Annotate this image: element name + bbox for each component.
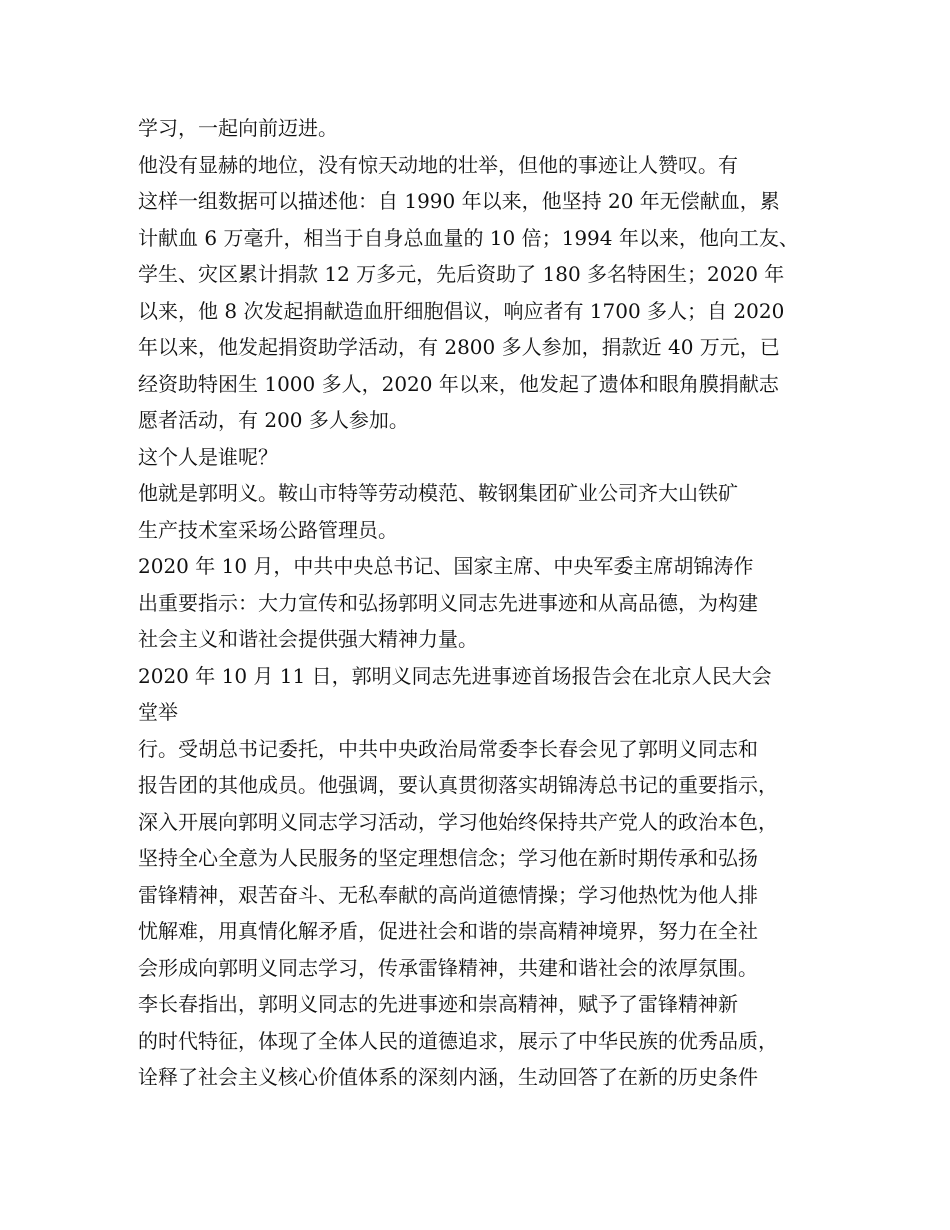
text-line: 2020 年 10 月 11 日，郭明义同志先进事迹首场报告会在北京人民大会 <box>138 663 772 688</box>
text-line: 行。受胡总书记委托，中共中央政治局常委李长春会见了郭明义同志和 <box>138 736 758 761</box>
text-line: 学生、灾区累计捐款 12 万多元，先后资助了 180 多名特困生；2020 年 <box>138 262 785 286</box>
text-line: 的时代特征，体现了全体人民的道德追求，展示了中华民族的优秀品质， <box>138 1028 778 1053</box>
text-line: 学习，一起向前迈进。 <box>138 116 338 140</box>
text-line: 计献血 6 万毫升，相当于自身总血量的 10 倍；1994 年以来，他向工友、 <box>138 225 799 250</box>
text-line: 坚持全心全意为人民服务的坚定理想信念；学习他在新时期传承和弘扬 <box>138 846 758 870</box>
text-line: 经资助特困生 1000 多人，2020 年以来，他发起了遗体和眼角膜捐献志 <box>138 371 779 396</box>
text-line: 雷锋精神，艰苦奋斗、无私奉献的高尚道德情操；学习他热忱为他人排 <box>138 882 758 907</box>
document-body <box>138 110 818 1096</box>
text-line: 社会主义和谐社会提供强大精神力量。 <box>138 627 478 651</box>
text-line: 年以来，他发起捐资助学活动，有 2800 多人参加，捐款近 40 万元，已 <box>138 335 780 359</box>
text-line: 李长春指出，郭明义同志的先进事迹和崇高精神，赋予了雷锋精神新 <box>138 992 738 1016</box>
text-line: 出重要指示：大力宣传和弘扬郭明义同志先进事迹和从高品德，为构建 <box>138 590 758 615</box>
text-line: 深入开展向郭明义同志学习活动，学习他始终保持共产党人的政治本色， <box>138 809 778 834</box>
text-line: 生产技术室采场公路管理员。 <box>138 517 398 542</box>
text-line: 这样一组数据可以描述他：自 1990 年以来，他坚持 20 年无偿献血，累 <box>138 189 780 213</box>
text-line: 忧解难，用真情化解矛盾，促进社会和谐的崇高精神境界，努力在全社 <box>138 919 758 943</box>
text-line: 堂举 <box>138 700 178 724</box>
text-line: 诠释了社会主义核心价值体系的深刻内涵，生动回答了在新的历史条件 <box>138 1065 758 1089</box>
text-line: 这个人是谁呢？ <box>138 444 278 469</box>
text-line: 2020 年 10 月，中共中央总书记、国家主席、中央军委主席胡锦涛作 <box>138 554 754 578</box>
text-line: 愿者活动，有 200 多人参加。 <box>138 408 409 432</box>
text-line: 他就是郭明义。鞍山市特等劳动模范、鞍钢集团矿业公司齐大山铁矿 <box>138 481 738 505</box>
text-line: 报告团的其他成员。他强调，要认真贯彻落实胡锦涛总书记的重要指示， <box>138 773 778 797</box>
text-line: 以来，他 8 次发起捐献造血肝细胞倡议，响应者有 1700 多人；自 2020 <box>138 298 785 323</box>
text-line: 他没有显赫的地位，没有惊天动地的壮举，但他的事迹让人赞叹。有 <box>138 152 738 177</box>
text-line: 会形成向郭明义同志学习，传承雷锋精神，共建和谐社会的浓厚氛围。 <box>138 955 758 980</box>
